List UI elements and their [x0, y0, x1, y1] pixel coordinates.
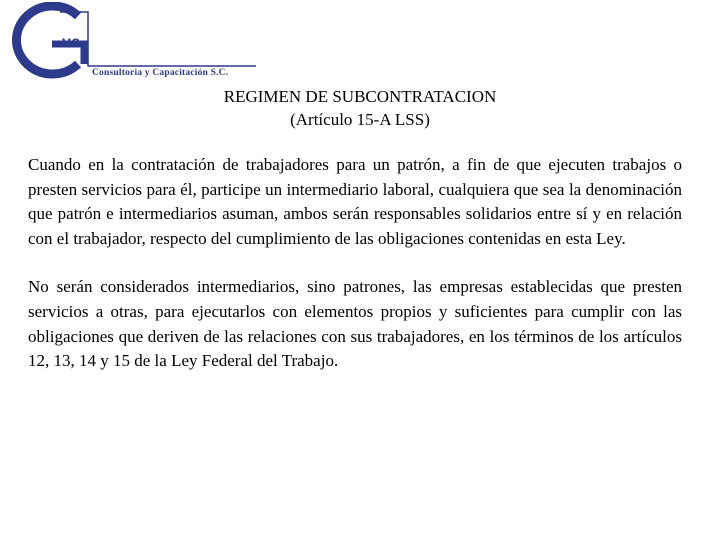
logo-frame — [60, 12, 256, 66]
document-subtitle: (Artículo 15-A LSS) — [290, 110, 430, 129]
paragraph-2: No serán considerados intermediarios, sino patrones, las empresas establecidas que presten servicios a otras, para ejecutarlos con elementos propios y suficientes para cumplir con las obligaciones que deriven de las relaciones con sus trabajadores, en los términos de los artículos 12, 13, 14 y 15 de la Ley Federal del Trabajo. — [28, 277, 682, 371]
document-body — [28, 153, 682, 398]
paragraph-1: Cuando en la contratación de trabajadores para un patrón, a fin de que ejecuten trabajos o presten servicios para él, participe un intermediario laboral, cualquiera que sea la denominación que patrón e intermediarios asuman, ambos serán responsables solidarios entre sí y en relación con el trabajador, respecto del cumplimiento de las obligaciones contenidas en esta Ley. — [28, 155, 682, 248]
logo-tagline: Consultoria y Capacitación S.C. — [92, 68, 229, 78]
company-logo — [4, 2, 264, 86]
document-heading — [0, 85, 720, 131]
document-title: REGIMEN DE SUBCONTRATACION — [223, 87, 497, 106]
logo-va-text: va — [62, 34, 81, 51]
